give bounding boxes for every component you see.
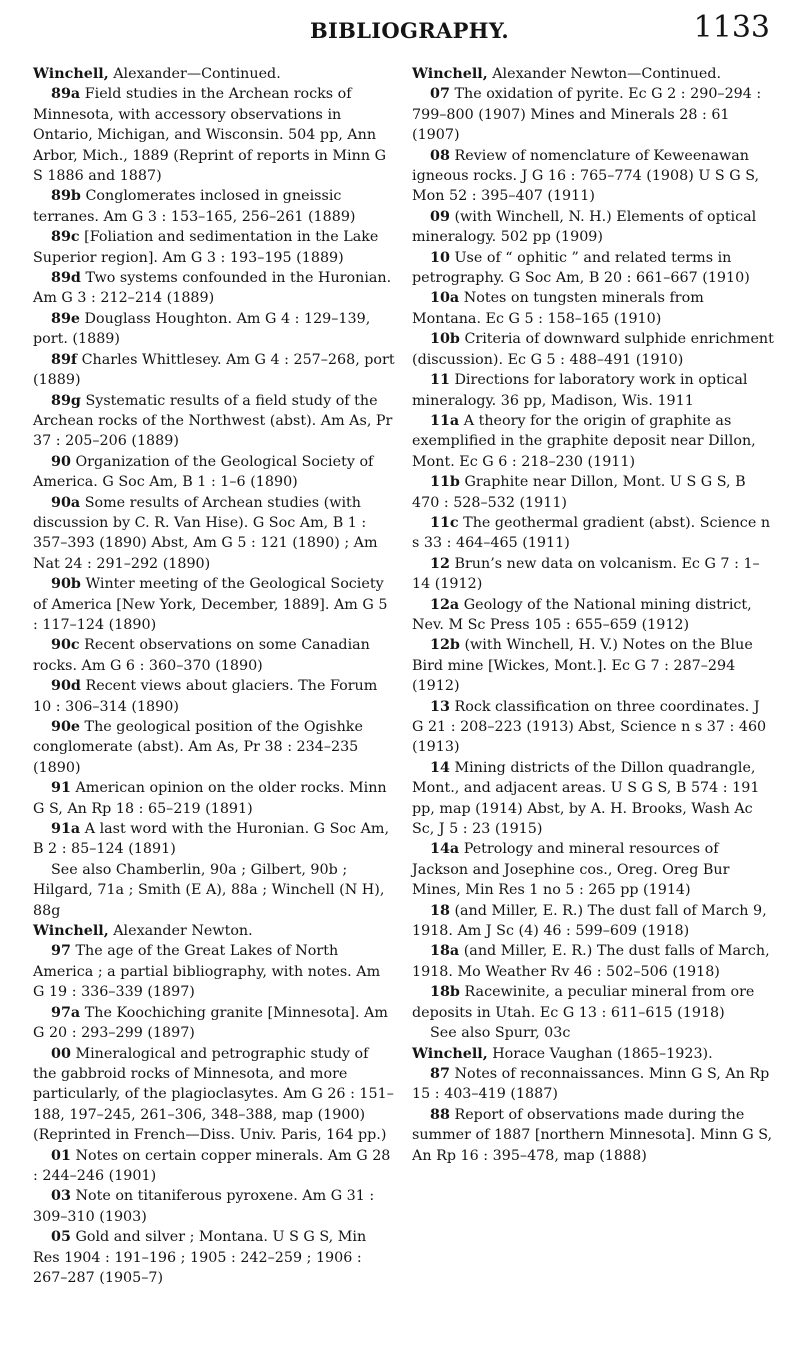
entry-number: 08 xyxy=(430,147,450,164)
see-also-note: See also Chamberlin, 90a ; Gilbert, 90b ; Hilgard, 71a ; Smith (E A), 88a ; Winchell (N H), 88g xyxy=(33,861,385,919)
entry-text: Notes on certain copper minerals. Am G 28 : 244–246 (1901) xyxy=(33,1147,391,1184)
entry-number: 97a xyxy=(51,1004,81,1021)
entry-number: 09 xyxy=(430,208,450,225)
entry-text: Criteria of downward sulphide enrichment (discussion). Ec G 5 : 488–491 (1910) xyxy=(412,331,774,368)
entry-text: Report of observations made during the summer of 1887 [northern Minnesota]. Minn G S, An Rp 16 : 395–478, map (1888) xyxy=(412,1106,773,1164)
bibliography-entry xyxy=(33,1186,395,1227)
bibliography-entry xyxy=(412,472,774,513)
entry-number: 90e xyxy=(51,719,80,735)
entry-number: 10a xyxy=(430,290,460,307)
bibliography-entry xyxy=(412,941,774,982)
entry-text: The oxidation of pyrite. Ec G 2 : 290–294 : 799–800 (1907) Mines and Minerals 28 : 61 (1907) xyxy=(412,86,762,144)
entry-number: 14 xyxy=(430,759,450,776)
bibliography-entry xyxy=(412,248,774,289)
entry-text: Mining districts of the Dillon quadrangle, Mont., and adjacent areas. U S G S, B 574 : 191 pp, map (1914) Abst, by A. H. Brooks, Wash Ac Sc, J 5 : 23 (1915) xyxy=(412,759,760,838)
bibliography-entry xyxy=(33,227,395,268)
entry-number: 18a xyxy=(430,943,460,960)
entry-text: Charles Whittlesey. Am G 4 : 257–268, port (1889) xyxy=(33,351,395,389)
entry-text: [Foliation and sedimentation in the Lake Superior region]. Am G 3 : 193–195 (1889) xyxy=(33,229,379,266)
entry-number: 89f xyxy=(51,351,78,368)
entry-text: Note on titaniferous pyroxene. Am G 31 : 309–310 (1903) xyxy=(33,1188,375,1225)
bibliography-entry xyxy=(412,839,774,900)
entry-number: 91 xyxy=(51,780,71,797)
author-heading xyxy=(412,64,774,84)
entry-number: 90c xyxy=(51,637,80,654)
bibliography-entry xyxy=(33,1146,395,1187)
entry-text: (and Miller, E. R.) The dust fall of March 9, 1918. Am J Sc (4) 46 : 599–609 (1918) xyxy=(412,902,767,940)
entry-number: 90d xyxy=(51,678,81,695)
entry-number: 10b xyxy=(430,331,460,348)
bibliography-entry xyxy=(412,595,774,636)
entry-text: (with Winchell, H. V.) Notes on the Blue Bird mine [Wickes, Mont.]. Ec G 7 : 287–294 (1912) xyxy=(412,637,753,695)
entry-text: American opinion on the older rocks. Minn G S, An Rp 18 : 65–219 (1891) xyxy=(33,780,387,817)
entry-number: 89b xyxy=(51,188,81,205)
bibliography-entry xyxy=(33,350,395,391)
author-name: Winchell, xyxy=(412,66,488,82)
entry-number: 18b xyxy=(430,984,460,1001)
entry-number: 89d xyxy=(51,270,81,287)
author-name: Winchell, xyxy=(33,923,109,940)
entry-number: 89g xyxy=(51,392,81,409)
entry-text: Notes of reconnaissances. Minn G S, An Rp 15 : 403–419 (1887) xyxy=(412,1065,770,1103)
bibliography-entry xyxy=(33,717,395,778)
bibliography-entry xyxy=(33,493,395,575)
entry-text: Some results of Archean studies (with discussion by C. R. Van Hise). G Soc Am, B 1 : 357–393 (1890) Abst, Am G 5 : 121 (1890) ; Am Nat 24 : 291–292 (1890) xyxy=(33,494,378,572)
entry-number: 11c xyxy=(430,514,459,531)
entry-text: The Koochiching granite [Minnesota]. Am G 20 : 293–299 (1897) xyxy=(33,1004,388,1042)
bibliography-entry xyxy=(412,554,774,595)
author-heading xyxy=(33,921,395,941)
entry-number: 14a xyxy=(430,841,460,858)
bibliography-entry xyxy=(33,84,395,186)
entry-number: 90a xyxy=(51,494,81,511)
entry-number: 12a xyxy=(430,596,460,613)
entry-number: 88 xyxy=(430,1106,450,1123)
entry-text: Recent observations on some Canadian rocks. Am G 6 : 360–370 (1890) xyxy=(33,637,370,674)
entry-number: 90b xyxy=(51,576,81,593)
entry-text: Systematic results of a field study of the Archean rocks of the Northwest (abst). Am As, Pr 37 : 205–206 (1889) xyxy=(33,392,393,450)
bibliography-entry xyxy=(33,452,395,493)
bibliography-entry xyxy=(412,329,774,370)
entry-text: Directions for laboratory work in optical mineralogy. 36 pp, Madison, Wis. 1911 xyxy=(412,372,748,409)
entry-text: Winter meeting of the Geological Society of America [New York, December, 1889]. Am G 5 : 117–124 (1890) xyxy=(33,576,388,633)
entry-text: The geothermal gradient (abst). Science n s 33 : 464–465 (1911) xyxy=(412,514,771,552)
author-rest: Alexander Newton—Continued. xyxy=(487,66,722,82)
bibliography-entry xyxy=(412,1064,774,1105)
entry-number: 12b xyxy=(430,637,460,654)
bibliography-entry xyxy=(33,1044,395,1146)
bibliography-entry xyxy=(33,186,395,227)
entry-number: 07 xyxy=(430,86,450,103)
entry-text: Field studies in the Archean rocks of Minnesota, with accessory observations in Ontario, Michigan, and Wisconsin. 504 pp, Ann Arbor, Mich., 1889 (Reprint of reports in Minn G S 1886 and 1887) xyxy=(33,86,386,185)
bibliography-entry xyxy=(33,676,395,717)
right-column xyxy=(412,64,774,1166)
entry-number: 89e xyxy=(51,310,80,327)
bibliography-entry xyxy=(33,391,395,452)
entry-text: Use of “ ophitic ” and related terms in petrography. G Soc Am, B 20 : 661–667 (1910) xyxy=(412,249,750,287)
bibliography-entry xyxy=(33,268,395,309)
entry-number: 97 xyxy=(51,943,71,960)
bibliography-entry xyxy=(412,411,774,472)
entry-number: 91a xyxy=(51,821,81,838)
entry-text: Recent views about glaciers. The Forum 10 : 306–314 (1890) xyxy=(33,678,378,715)
entry-text: Two systems confounded in the Huronian. Am G 3 : 212–214 (1889) xyxy=(33,270,392,307)
bibliography-entry xyxy=(412,635,774,696)
entry-number: 10 xyxy=(430,249,450,266)
bibliography-entry xyxy=(412,84,774,145)
bibliography-entry xyxy=(412,697,774,758)
entry-number: 89c xyxy=(51,229,80,246)
bibliography-entry xyxy=(412,1105,774,1166)
author-rest: Horace Vaughan (1865–1923). xyxy=(487,1045,713,1062)
page-header xyxy=(0,10,800,54)
page-number: 1133 xyxy=(693,10,770,45)
entry-text: (with Winchell, N. H.) Elements of optical mineralogy. 502 pp (1909) xyxy=(412,208,757,246)
entry-number: 11b xyxy=(430,474,460,491)
bibliography-entry xyxy=(33,941,395,1002)
entry-text: A theory for the origin of graphite as exemplified in the graphite deposit near Dillon, Mont. Ec G 6 : 218–230 (1911) xyxy=(412,412,756,470)
entry-number: 18 xyxy=(430,902,450,919)
entry-text: Rock classification on three coordinates. J G 21 : 208–223 (1913) Abst, Science n s 37 : 460 (1913) xyxy=(412,698,767,756)
entry-number: 90 xyxy=(51,453,71,470)
bibliography-entry xyxy=(412,370,774,411)
entry-text: (and Miller, E. R.) The dust falls of March, 1918. Mo Weather Rv 46 : 502–506 (1918) xyxy=(412,943,770,980)
bibliography-entry xyxy=(33,1227,395,1288)
bibliography-entry xyxy=(33,635,395,676)
entry-text: Geology of the National mining district, Nev. M Sc Press 105 : 655–659 (1912) xyxy=(412,596,752,633)
entry-number: 05 xyxy=(51,1229,71,1246)
entry-text: Douglass Houghton. Am G 4 : 129–139, port. (1889) xyxy=(33,310,371,348)
entry-number: 01 xyxy=(51,1147,71,1164)
entry-text: The age of the Great Lakes of North America ; a partial bibliography, with notes. Am G 19 : 336–339 (1897) xyxy=(33,943,381,1001)
entry-number: 11a xyxy=(430,412,460,429)
entry-text: Conglomerates inclosed in gneissic terranes. Am G 3 : 153–165, 256–261 (1889) xyxy=(33,188,356,225)
entry-text: Graphite near Dillon, Mont. U S G S, B 470 : 528–532 (1911) xyxy=(412,474,746,511)
entry-number: 13 xyxy=(430,698,450,715)
author-name: Winchell, xyxy=(412,1045,488,1062)
author-name: Winchell, xyxy=(33,66,109,82)
entry-number: 12 xyxy=(430,555,450,572)
entry-text: Petrology and mineral resources of Jackson and Josephine cos., Oreg. Oreg Bur Mines, Min Res 1 no 5 : 265 pp (1914) xyxy=(412,841,730,899)
left-column xyxy=(33,64,395,1288)
bibliography-entry xyxy=(33,574,395,635)
see-also-note: See also Spurr, 03c xyxy=(430,1025,571,1042)
entry-number: 11 xyxy=(430,372,450,389)
bibliography-entry xyxy=(412,982,774,1023)
author-heading xyxy=(33,64,395,84)
bibliography-entry xyxy=(412,207,774,248)
bibliography-entry xyxy=(33,309,395,350)
author-heading xyxy=(412,1044,774,1064)
entry-text: Brun’s new data on volcanism. Ec G 7 : 1–14 (1912) xyxy=(412,555,760,593)
entry-text: Gold and silver ; Montana. U S G S, Min Res 1904 : 191–196 ; 1905 : 242–259 ; 1906 : 267–287 (1905–7) xyxy=(33,1229,367,1286)
entry-text: Racewinite, a peculiar mineral from ore deposits in Utah. Ec G 13 : 611–615 (1918) xyxy=(412,984,755,1021)
entry-text: Notes on tungsten minerals from Montana. Ec G 5 : 158–165 (1910) xyxy=(412,290,704,327)
author-rest: Alexander Newton. xyxy=(108,923,253,940)
entry-text: A last word with the Huronian. G Soc Am, B 2 : 85–124 (1891) xyxy=(33,821,390,858)
bibliography-entry xyxy=(412,146,774,207)
entry-number: 87 xyxy=(430,1065,450,1082)
entry-number: 03 xyxy=(51,1188,71,1205)
entry-text: Organization of the Geological Society of America. G Soc Am, B 1 : 1–6 (1890) xyxy=(33,453,374,491)
bibliography-entry xyxy=(33,778,395,819)
entry-text: Review of nomenclature of Keweenawan igneous rocks. J G 16 : 765–774 (1908) U S G S, Mon 52 : 395–407 (1911) xyxy=(412,147,760,205)
bibliography-entry xyxy=(412,758,774,840)
entry-number: 89a xyxy=(51,86,81,103)
bibliography-entry xyxy=(412,901,774,942)
entry-text: The geological position of the Ogishke conglomerate (abst). Am As, Pr 38 : 234–235 (1890) xyxy=(33,719,363,776)
author-rest: Alexander—Continued. xyxy=(108,66,281,82)
entry-text: Mineralogical and petrographic study of the gabbroid rocks of Minnesota, and more particularly, of the plagioclasytes. Am G 26 : 151–188, 197–245, 261–306, 348–388, map (1900) (Reprinted in French—Diss. Univ. Paris, 164 pp.) xyxy=(33,1045,394,1144)
bibliography-entry xyxy=(33,819,395,860)
entry-number: 00 xyxy=(51,1045,71,1062)
bibliography-entry xyxy=(412,513,774,554)
bibliography-entry xyxy=(412,288,774,329)
running-title: BIBLIOGRAPHY. xyxy=(310,18,510,43)
bibliography-entry xyxy=(33,1003,395,1044)
